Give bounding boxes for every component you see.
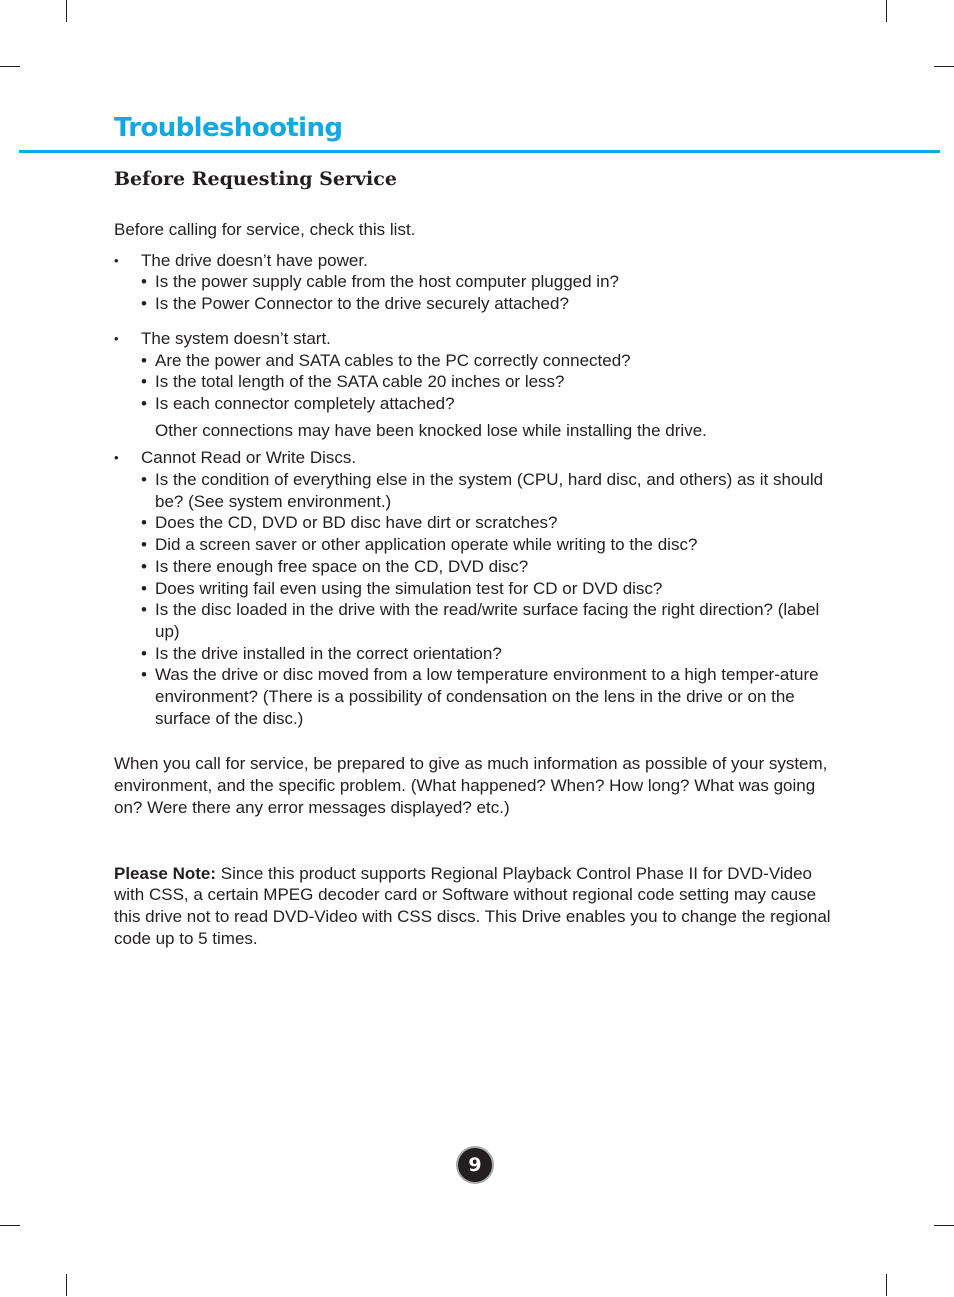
crop-mark	[934, 66, 954, 67]
bullet-icon: •	[141, 665, 147, 685]
bullet-icon: •	[141, 578, 147, 598]
bullet-icon: •	[141, 393, 147, 413]
crop-mark	[934, 1225, 954, 1226]
crop-mark	[886, 0, 887, 22]
page-title: Troubleshooting	[114, 113, 343, 143]
please-note-text: Since this product supports Regional Playback Control Phase II for DVD-Video with CSS, a certain MPEG decoder card or Software without regional code setting may cause this drive not to read DVD-Video with CSS discs. This Drive enables you to change the regional code up to 5 times.	[114, 863, 831, 948]
checklist-heading: • The system doesn’t start.	[114, 328, 331, 348]
bullet-icon: •	[141, 372, 147, 392]
list-item: • Is the disc loaded in the drive with the read/write surface facing the right direction? (label up)	[141, 600, 820, 641]
bullet-icon: •	[141, 535, 147, 555]
checklist-items	[114, 350, 839, 415]
bullet-icon: •	[141, 294, 147, 314]
bullet-icon: •	[114, 252, 119, 268]
list-item: • Is each connector completely attached?	[141, 393, 455, 413]
checklist-group-discs	[114, 447, 839, 729]
list-item: • Did a screen saver or other application operate while writing to the disc?	[141, 535, 698, 555]
page-content	[114, 219, 839, 949]
bullet-icon: •	[141, 556, 147, 576]
list-item: • Was the drive or disc moved from a low temperature environment to a high temper-ature environment? (There is a possibility of condensation on the lens in the drive or on the surface of the disc.)	[141, 665, 819, 728]
checklist-note: Other connections may have been knocked lose while installing the drive.	[155, 420, 707, 440]
checklist-items	[114, 271, 839, 314]
list-item: • Does writing fail even using the simulation test for CD or DVD disc?	[141, 578, 663, 598]
bullet-icon: •	[141, 272, 147, 292]
please-note-label: Please Note:	[114, 863, 217, 883]
service-paragraph: When you call for service, be prepared to give as much information as possible of your system, environment, and the specific problem. (What happened? When? How long? What was going on? Were there any error messages displayed? etc.)	[114, 754, 828, 817]
section-heading: Before Requesting Service	[114, 168, 397, 190]
intro-text: Before calling for service, check this list.	[114, 220, 416, 239]
title-rule	[19, 150, 940, 153]
checklist-heading: • Cannot Read or Write Discs.	[114, 448, 357, 468]
list-item: • Is the total length of the SATA cable 20 inches or less?	[141, 372, 565, 392]
list-item: • Are the power and SATA cables to the PC correctly connected?	[141, 350, 631, 370]
bullet-icon: •	[114, 450, 119, 466]
checklist-group-start	[114, 328, 839, 442]
crop-mark	[66, 1274, 67, 1296]
bullet-icon: •	[141, 600, 147, 620]
checklist-heading: • The drive doesn’t have power.	[114, 250, 368, 270]
please-note	[114, 863, 839, 950]
bullet-icon: •	[141, 513, 147, 533]
crop-mark	[0, 66, 20, 67]
crop-mark	[0, 1225, 20, 1226]
list-item: • Is there enough free space on the CD, DVD disc?	[141, 556, 529, 576]
crop-mark	[66, 0, 67, 22]
list-item: • Is the drive installed in the correct orientation?	[141, 643, 502, 663]
bullet-icon: •	[114, 330, 119, 346]
crop-mark	[886, 1274, 887, 1296]
list-item: • Is the power supply cable from the host computer plugged in?	[141, 272, 619, 292]
list-item: • Does the CD, DVD or BD disc have dirt or scratches?	[141, 513, 558, 533]
list-item: • Is the condition of everything else in the system (CPU, hard disc, and others) as it should be? (See system environment.)	[141, 470, 824, 511]
bullet-icon: •	[141, 643, 147, 663]
list-item: • Is the Power Connector to the drive securely attached?	[141, 294, 569, 314]
page-number: 9	[458, 1148, 492, 1182]
bullet-icon: •	[141, 350, 147, 370]
checklist-group-power	[114, 250, 839, 315]
bullet-icon: •	[141, 470, 147, 490]
checklist-items	[114, 469, 839, 729]
